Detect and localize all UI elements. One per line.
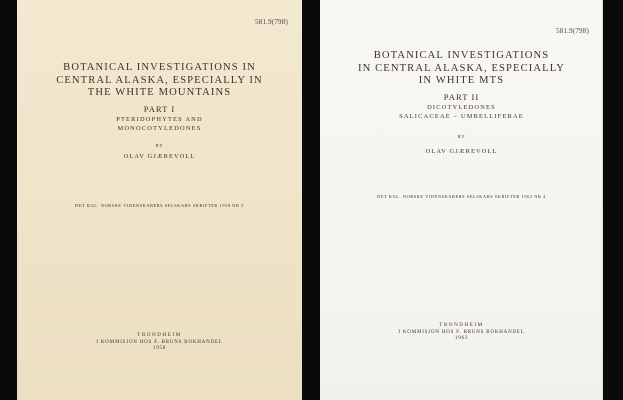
author-name: OLAV GJÆREVOLL [123,153,196,160]
publisher-city: TRONDHEIM [439,323,484,328]
by-label: BY [155,143,164,148]
catalog-number: 581.9(798) [556,27,589,35]
by-label: BY [457,134,466,139]
booklet-cover-part-2 [320,0,603,400]
series-line: DET KGL. NORSKE VIDENSKABERS SELSKABS SKRIFTER 1963 NR 4 [377,194,546,199]
cover-title: BOTANICAL INVESTIGATIONS IN CENTRAL ALASKA, ESPECIALLY IN WHITE MTS [357,50,565,86]
publication-year: 1958 [152,346,167,351]
author-name: OLAV GJÆREVOLL [425,148,498,155]
publisher-commission: I KOMMISJON HOS F. BRUNS BOKHANDEL [96,339,223,345]
publisher-block [320,323,603,343]
series-line: DET KGL. NORSKE VIDENSKABERS SELSKABS SKRIFTER 1958 NR 5 [75,203,244,208]
publisher-block [17,333,302,353]
booklet-cover-part-1 [17,0,302,400]
publisher-city: TRONDHEIM [137,333,182,338]
part-label: PART I [143,104,176,114]
catalog-number: 581.9(798) [255,18,288,26]
publisher-commission: I KOMMISJON HOS F. BRUNS BOKHANDEL [398,329,525,335]
cover-title: BOTANICAL INVESTIGATIONS IN CENTRAL ALASKA, ESPECIALLY IN THE WHITE MOUNTAINS [56,62,263,98]
cover-subtitle: DICOTYLEDONES SALICACEAE – UMBELLIFERAE [399,104,524,120]
publication-year: 1963 [454,336,469,341]
part-label: PART II [443,92,480,102]
cover-subtitle: PTERIDOPHYTES AND MONOCOTYLEDONES [116,116,203,132]
